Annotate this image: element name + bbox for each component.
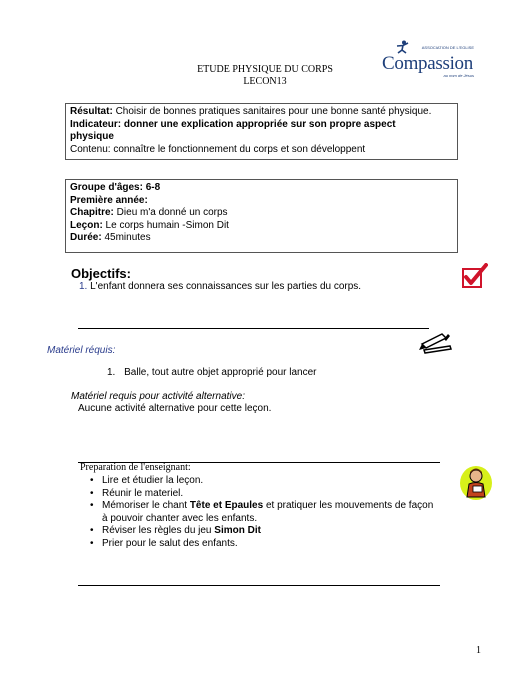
lecon-label: Leçon: <box>70 219 103 231</box>
objective-number: 1. <box>79 281 88 292</box>
materials-item <box>107 367 316 378</box>
logo-wordmark: Compassion <box>382 53 473 74</box>
list-item: • Prier pour le salut des enfants. <box>90 538 435 551</box>
title-line-2: LECON13 <box>243 76 287 87</box>
list-item: • Lire et étudier la leçon. <box>90 475 435 488</box>
preparation-heading: Preparation de l'enseignant: <box>80 462 191 473</box>
list-item-bold: Simon Dit <box>214 525 261 536</box>
resultat-line <box>70 106 453 119</box>
chapitre-label: Chapitre: <box>70 207 114 218</box>
annee-line: Première année: <box>70 194 148 206</box>
pencil-icon <box>418 330 454 356</box>
lecon-line <box>70 220 453 233</box>
materials-heading: Matériel réquis: <box>47 345 116 356</box>
materials-number: 1. <box>107 367 116 378</box>
groupe-line: Groupe d'âges: 6-8 <box>70 182 161 193</box>
result-box <box>65 103 458 160</box>
duree-label: Durée: <box>70 232 102 243</box>
objective-text: L'enfant donnera ses connaissances sur les parties du corps. <box>87 281 362 292</box>
chapitre-value: Dieu m'a donné un corps <box>113 207 228 218</box>
checkmark-icon <box>462 263 488 289</box>
objective-item <box>79 281 361 292</box>
logo-subline: au nom de Jésus <box>443 73 474 78</box>
preparation-list <box>90 475 435 550</box>
list-item <box>90 500 435 525</box>
logo-figure-icon <box>396 40 410 54</box>
list-item-bold: Tête et Epaules <box>189 500 264 511</box>
chapitre-line <box>70 207 453 220</box>
contenu-line: Contenu: connaître le fonctionnement du corps et son développent <box>70 143 366 155</box>
objectives-heading: Objectifs: <box>71 266 131 281</box>
alt-materials-text: Aucune activité alternative pour cette leçon. <box>78 403 272 414</box>
page-number: 1 <box>476 645 481 656</box>
teacher-icon <box>459 463 493 501</box>
resultat-label: Résultat: <box>70 106 113 117</box>
indicateur-line-2: physique <box>70 131 114 142</box>
lesson-info-box <box>65 179 458 253</box>
alt-materials-heading: Matériel requis pour activité alternative: <box>71 391 245 402</box>
resultat-text: Choisir de bonnes pratiques sanitaires pour une bonne santé physique. <box>112 106 432 117</box>
divider-3 <box>78 585 440 586</box>
indicateur-line-1: Indicateur: donner une explication appropriée sur son propre aspect <box>70 118 396 130</box>
title-line-1: ETUDE PHYSIQUE DU CORPS <box>197 64 333 75</box>
list-item <box>90 525 435 538</box>
divider-1 <box>78 328 429 329</box>
compassion-logo <box>382 40 478 80</box>
list-item-text: Réviser les règles du jeu <box>102 525 215 536</box>
list-item-text: Mémoriser le chant <box>102 500 190 511</box>
duree-line <box>70 232 453 245</box>
list-item: • Réunir le materiel. <box>90 488 435 501</box>
list-item-text: et pratiquer les mouvements de façon à pouvoir chanter avec les enfants. <box>102 500 434 524</box>
lecon-value: Le corps humain -Simon Dit <box>102 219 229 231</box>
materials-text: Balle, tout autre objet approprié pour lancer <box>124 367 317 378</box>
document-title <box>150 64 380 88</box>
duree-value: 45minutes <box>101 232 151 243</box>
logo-tagline: ASSOCIATION DE L'EGLISE <box>421 45 474 50</box>
